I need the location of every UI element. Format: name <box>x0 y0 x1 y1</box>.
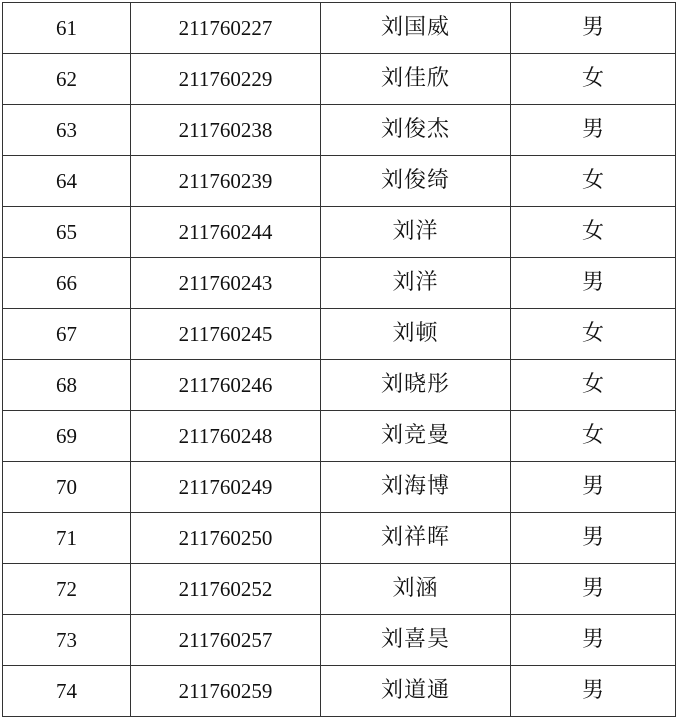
student-id: 211760259 <box>131 666 321 717</box>
student-gender: 女 <box>511 54 676 105</box>
table-row <box>3 105 676 156</box>
student-gender: 男 <box>511 462 676 513</box>
row-number: 70 <box>3 462 131 513</box>
student-gender: 男 <box>511 105 676 156</box>
student-id: 211760238 <box>131 105 321 156</box>
student-id: 211760245 <box>131 309 321 360</box>
table-row <box>3 3 676 54</box>
student-gender: 女 <box>511 156 676 207</box>
student-name: 刘晓彤 <box>321 360 511 411</box>
student-id: 211760257 <box>131 615 321 666</box>
table-row <box>3 54 676 105</box>
student-id: 211760227 <box>131 3 321 54</box>
student-id: 211760244 <box>131 207 321 258</box>
roster-body <box>3 3 676 717</box>
student-roster-table <box>2 2 676 717</box>
student-name: 刘祥晖 <box>321 513 511 564</box>
student-gender: 女 <box>511 207 676 258</box>
student-gender: 女 <box>511 360 676 411</box>
student-name: 刘洋 <box>321 258 511 309</box>
row-number: 62 <box>3 54 131 105</box>
table-row <box>3 411 676 462</box>
student-name: 刘海博 <box>321 462 511 513</box>
table-row <box>3 156 676 207</box>
student-gender: 男 <box>511 615 676 666</box>
row-number: 64 <box>3 156 131 207</box>
student-name: 刘喜昊 <box>321 615 511 666</box>
student-id: 211760249 <box>131 462 321 513</box>
row-number: 68 <box>3 360 131 411</box>
student-id: 211760246 <box>131 360 321 411</box>
student-gender: 男 <box>511 666 676 717</box>
row-number: 61 <box>3 3 131 54</box>
table-row <box>3 513 676 564</box>
student-gender: 男 <box>511 3 676 54</box>
student-name: 刘俊绮 <box>321 156 511 207</box>
table-row <box>3 309 676 360</box>
student-name: 刘俊杰 <box>321 105 511 156</box>
table-row <box>3 462 676 513</box>
row-number: 69 <box>3 411 131 462</box>
row-number: 72 <box>3 564 131 615</box>
row-number: 74 <box>3 666 131 717</box>
row-number: 66 <box>3 258 131 309</box>
student-id: 211760243 <box>131 258 321 309</box>
student-gender: 女 <box>511 411 676 462</box>
table-row <box>3 615 676 666</box>
student-name: 刘竞曼 <box>321 411 511 462</box>
student-id: 211760248 <box>131 411 321 462</box>
student-name: 刘佳欣 <box>321 54 511 105</box>
student-id: 211760252 <box>131 564 321 615</box>
student-name: 刘洋 <box>321 207 511 258</box>
student-name: 刘道通 <box>321 666 511 717</box>
student-name: 刘涵 <box>321 564 511 615</box>
row-number: 73 <box>3 615 131 666</box>
table-row <box>3 360 676 411</box>
row-number: 63 <box>3 105 131 156</box>
table-row <box>3 258 676 309</box>
student-id: 211760250 <box>131 513 321 564</box>
student-gender: 男 <box>511 564 676 615</box>
student-gender: 男 <box>511 258 676 309</box>
table-row <box>3 207 676 258</box>
student-id: 211760229 <box>131 54 321 105</box>
student-name: 刘顿 <box>321 309 511 360</box>
row-number: 71 <box>3 513 131 564</box>
table-row <box>3 666 676 717</box>
student-gender: 男 <box>511 513 676 564</box>
student-id: 211760239 <box>131 156 321 207</box>
row-number: 65 <box>3 207 131 258</box>
student-name: 刘国威 <box>321 3 511 54</box>
table-row <box>3 564 676 615</box>
row-number: 67 <box>3 309 131 360</box>
student-gender: 女 <box>511 309 676 360</box>
